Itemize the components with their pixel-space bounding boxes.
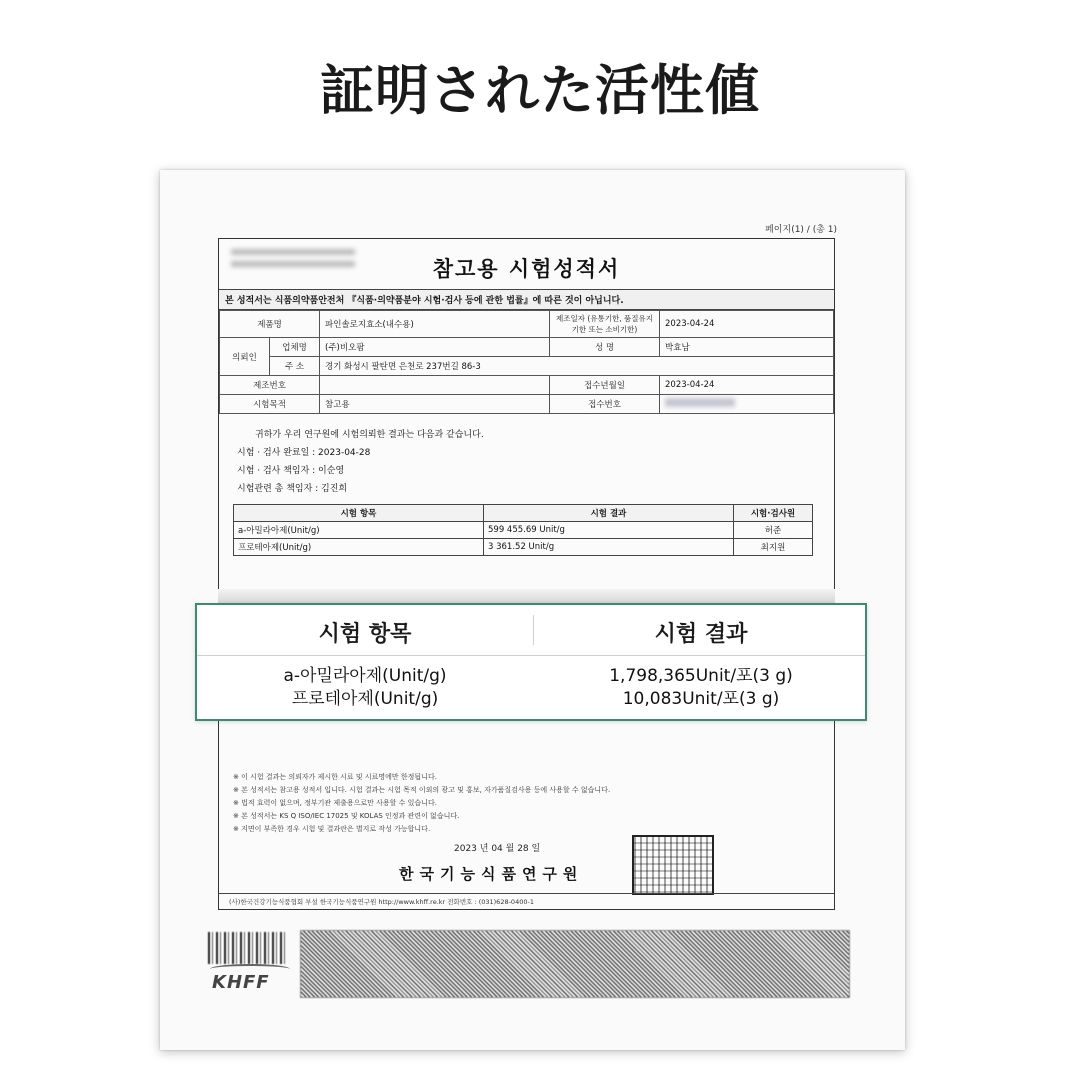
mfg-date-value: 2023-04-24 <box>660 311 834 338</box>
product-value: 파인솔로지효소(내수용) <box>320 311 550 338</box>
test-report-document <box>218 238 835 910</box>
footnote: ※ 본 성적서는 참고용 성적서 입니다. 시험 결과는 시험 목적 이외의 광고 및 홍보, 자가품질검사용 등에 사용할 수 없습니다. <box>233 786 611 794</box>
lot-label: 제조번호 <box>220 376 320 395</box>
name-value: 박효남 <box>660 338 834 357</box>
document-header <box>219 239 834 290</box>
page-number: 페이지(1) / (총 1) <box>765 225 837 235</box>
results-header-result: 시험 결과 <box>484 505 734 522</box>
results-row-inspector: 최지원 <box>734 539 813 556</box>
redacted-receipt-no <box>665 398 735 407</box>
company-label: 업체명 <box>270 338 320 357</box>
address-label: 주 소 <box>270 357 320 376</box>
results-row-value: 3 361.52 Unit/g <box>484 539 734 556</box>
footnotes <box>233 771 610 836</box>
address-value: 경기 화성시 팔탄면 은천로 237번길 86-3 <box>320 357 834 376</box>
original-results-table <box>233 504 813 556</box>
results-header-item: 시험 항목 <box>234 505 484 522</box>
info-table <box>219 310 834 414</box>
highlight-result: 10,083Unit/포(3 g) <box>622 689 780 709</box>
footnote: ※ 이 시험 결과는 의뢰자가 제시한 시료 및 시료명에만 한정됩니다. <box>233 773 437 781</box>
company-value: (주)비오팜 <box>320 338 550 357</box>
mfg-date-label: 제조일자 (유통기한, 품질유지기한 또는 소비기한) <box>550 311 660 338</box>
highlight-header-result: 시험 결과 <box>654 622 748 647</box>
purpose-label: 시험목적 <box>220 395 320 414</box>
received-date-label: 접수년월일 <box>550 376 660 395</box>
name-label: 성 명 <box>550 338 660 357</box>
received-date-value: 2023-04-24 <box>660 376 834 395</box>
complete-date: 시험 · 검사 완료일 : 2023-04-28 <box>237 448 371 458</box>
receipt-no-label: 접수번호 <box>550 395 660 414</box>
highlight-items <box>197 665 533 711</box>
receipt-no-value <box>660 395 834 414</box>
client-label: 의뢰인 <box>220 338 270 376</box>
legal-notice: 본 성적서는 식품의약품안전처 『식품·의약품분야 시험·검사 등에 관한 법률』에 따른 것이 아닙니다. <box>219 290 834 310</box>
footnote: ※ 법적 효력이 없으며, 정부기관 제출용으로만 사용할 수 있습니다. <box>233 799 437 807</box>
results-header-inspector: 시험·검사원 <box>734 505 813 522</box>
page-headline: 証明された活性値 <box>320 59 760 122</box>
highlight-result: 1,798,365Unit/포(3 g) <box>609 666 793 686</box>
intro-text: 귀하가 우리 연구원에 시험의뢰한 결과는 다음과 같습니다. <box>255 430 484 440</box>
security-pattern <box>300 930 850 998</box>
institute-name: 한국기능식품연구원 <box>399 865 584 883</box>
official-seal <box>632 835 714 895</box>
results-row-item: 프로테아제(Unit/g) <box>234 539 484 556</box>
purpose-value: 참고용 <box>320 395 550 414</box>
general-manager: 시험관련 총 책임자 : 김진희 <box>237 484 348 494</box>
lot-value <box>320 376 550 395</box>
highlight-results-box <box>195 603 867 721</box>
footnote: ※ 지면이 부족한 경우 시험 및 결과란은 별지로 작성 가능합니다. <box>233 825 431 833</box>
document-title: 참고용 시험성적서 <box>432 257 621 281</box>
highlight-results <box>533 665 869 711</box>
highlight-header-item: 시험 항목 <box>318 622 412 647</box>
highlight-item: a-아밀라아제(Unit/g) <box>283 666 447 686</box>
footnote: ※ 본 성적서는 KS Q ISO/IEC 17025 및 KOLAS 인정과 관련이 없습니다. <box>233 812 460 820</box>
results-row-item: a-아밀라아제(Unit/g) <box>234 522 484 539</box>
highlight-header <box>197 605 865 656</box>
results-row-value: 599 455.69 Unit/g <box>484 522 734 539</box>
highlight-shadow <box>218 589 835 603</box>
highlight-item: 프로테아제(Unit/g) <box>291 689 439 709</box>
responsible-person: 시험 · 검사 책임자 : 이순영 <box>237 466 345 476</box>
product-label: 제품명 <box>220 311 320 338</box>
document-footer: (사)한국건강기능식품협회 부설 한국기능식품연구원 http://www.khff.re.kr 전화번호 : (031)628-0400-1 <box>219 893 834 909</box>
report-body <box>219 414 834 498</box>
results-row-inspector: 허준 <box>734 522 813 539</box>
sign-date: 2023 년 04 월 28 일 <box>454 844 541 854</box>
barcode <box>208 932 286 964</box>
khff-logo: KHFF <box>212 972 270 993</box>
